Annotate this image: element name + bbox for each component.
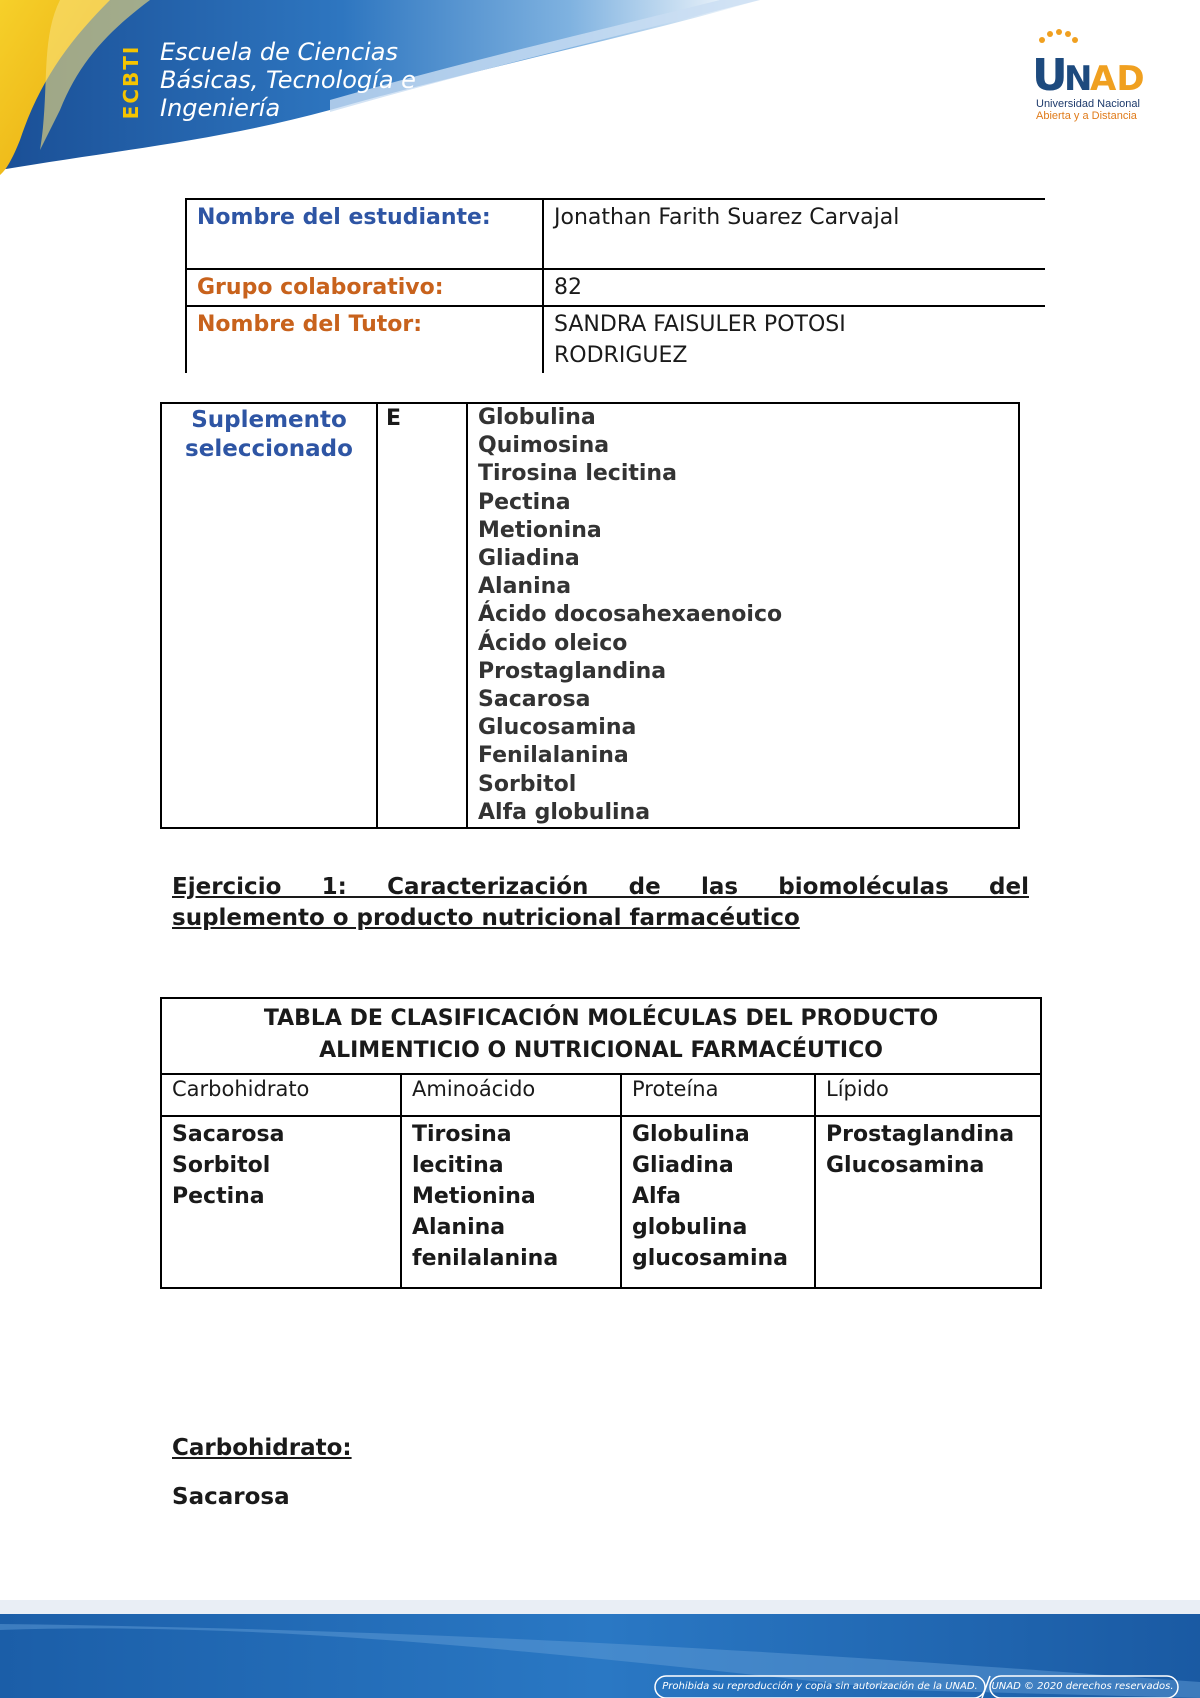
- list-item: Alanina: [412, 1215, 506, 1240]
- exercise-heading-line: suplemento o producto nutricional farmacéutico: [172, 905, 800, 931]
- tutor-label: Nombre del Tutor:: [186, 306, 543, 373]
- list-item: Glucosamina: [478, 715, 637, 741]
- university-name: Universidad Nacional Abierta y a Distancia: [1036, 98, 1140, 122]
- classification-table: [160, 997, 1042, 1289]
- supplement-table: [160, 402, 1020, 829]
- list-item: Pectina: [478, 489, 571, 515]
- tutor-value-line: RODRIGUEZ: [554, 343, 688, 368]
- column-header-proteina: Proteína: [621, 1074, 815, 1116]
- list-item: Globulina: [478, 405, 596, 430]
- list-item: Alfa globulina: [478, 799, 651, 825]
- list-item: Ácido docosahexaenoico: [478, 602, 783, 628]
- list-item: Alfa: [632, 1184, 681, 1209]
- list-item: Sorbitol: [172, 1153, 271, 1178]
- school-title-line: Ingeniería: [160, 94, 281, 122]
- group-label: Grupo colaborativo:: [186, 269, 543, 306]
- list-item: Glucosamina: [826, 1153, 985, 1178]
- unad-logo: [1030, 28, 1160, 128]
- school-title-line: Básicas, Tecnología e: [160, 66, 416, 94]
- school-title-line: Escuela de Ciencias: [160, 38, 398, 66]
- column-header-aminoacido: Aminoácido: [401, 1074, 621, 1116]
- exercise-heading-line: Ejercicio 1: Caracterización de las biomoléculas del: [172, 874, 1029, 900]
- rights-notice: UNAD © 2020 derechos reservados.: [991, 1681, 1174, 1692]
- list-item: Sacarosa: [478, 687, 591, 713]
- list-item: Prostaglandina: [826, 1122, 1015, 1147]
- supplement-label: Suplemento seleccionado: [161, 403, 377, 828]
- carbohidrato-cell: [161, 1116, 401, 1288]
- list-item: Ácido oleico: [478, 630, 628, 656]
- tutor-value: [543, 306, 1045, 373]
- aminoacido-cell: [401, 1116, 621, 1288]
- supplement-code: E: [377, 403, 467, 828]
- list-item: Pectina: [172, 1184, 265, 1209]
- footer-notice: [0, 1677, 1200, 1697]
- copyright-notice: Prohibida su reproducción y copia sin autorización de la UNAD.: [662, 1681, 978, 1692]
- list-item: Globulina: [632, 1122, 750, 1147]
- list-item: Prostaglandina: [478, 658, 667, 684]
- list-item: glucosamina: [632, 1246, 789, 1271]
- student-name-value: Jonathan Farith Suarez Carvajal: [543, 199, 1045, 269]
- list-item: Tirosina lecitina: [478, 461, 677, 487]
- school-tag: ECBTI: [119, 44, 143, 120]
- student-info-table: [185, 198, 1045, 373]
- list-item: Alanina: [478, 574, 572, 600]
- column-header-lipido: Lípido: [815, 1074, 1041, 1116]
- list-item: fenilalanina: [412, 1246, 559, 1271]
- carbohydrate-heading: Carbohidrato:: [172, 1435, 352, 1461]
- group-value: 82: [543, 269, 1045, 306]
- list-item: Gliadina: [478, 546, 580, 572]
- svg-text:AD: AD: [1090, 59, 1145, 98]
- supplement-items: [467, 403, 1019, 828]
- list-item: globulina: [632, 1215, 748, 1240]
- list-item: Sacarosa: [172, 1122, 285, 1147]
- svg-text:U: U: [1032, 50, 1068, 98]
- list-item: lecitina: [412, 1153, 504, 1178]
- school-title: [160, 38, 416, 122]
- list-item: Quimosina: [478, 433, 610, 459]
- unad-logo-mark: [1030, 28, 1160, 98]
- list-item: Tirosina: [412, 1122, 512, 1147]
- list-item: Metionina: [412, 1184, 536, 1209]
- lipido-cell: [815, 1116, 1041, 1288]
- proteina-cell: [621, 1116, 815, 1288]
- list-item: Gliadina: [632, 1153, 734, 1178]
- carbohydrate-item: Sacarosa: [172, 1484, 290, 1510]
- list-item: Sorbitol: [478, 771, 577, 797]
- svg-text:N: N: [1064, 59, 1093, 98]
- classification-title: TABLA DE CLASIFICACIÓN MOLÉCULAS DEL PRODUCTO ALIMENTICIO O NUTRICIONAL FARMACÉUTICO: [161, 998, 1041, 1074]
- student-name-label: Nombre del estudiante:: [186, 199, 543, 269]
- exercise-heading: [172, 872, 1029, 934]
- list-item: Fenilalanina: [478, 743, 629, 769]
- column-header-carbohidrato: Carbohidrato: [161, 1074, 401, 1116]
- list-item: Metionina: [478, 517, 602, 543]
- tutor-value-line: SANDRA FAISULER POTOSI: [554, 312, 846, 337]
